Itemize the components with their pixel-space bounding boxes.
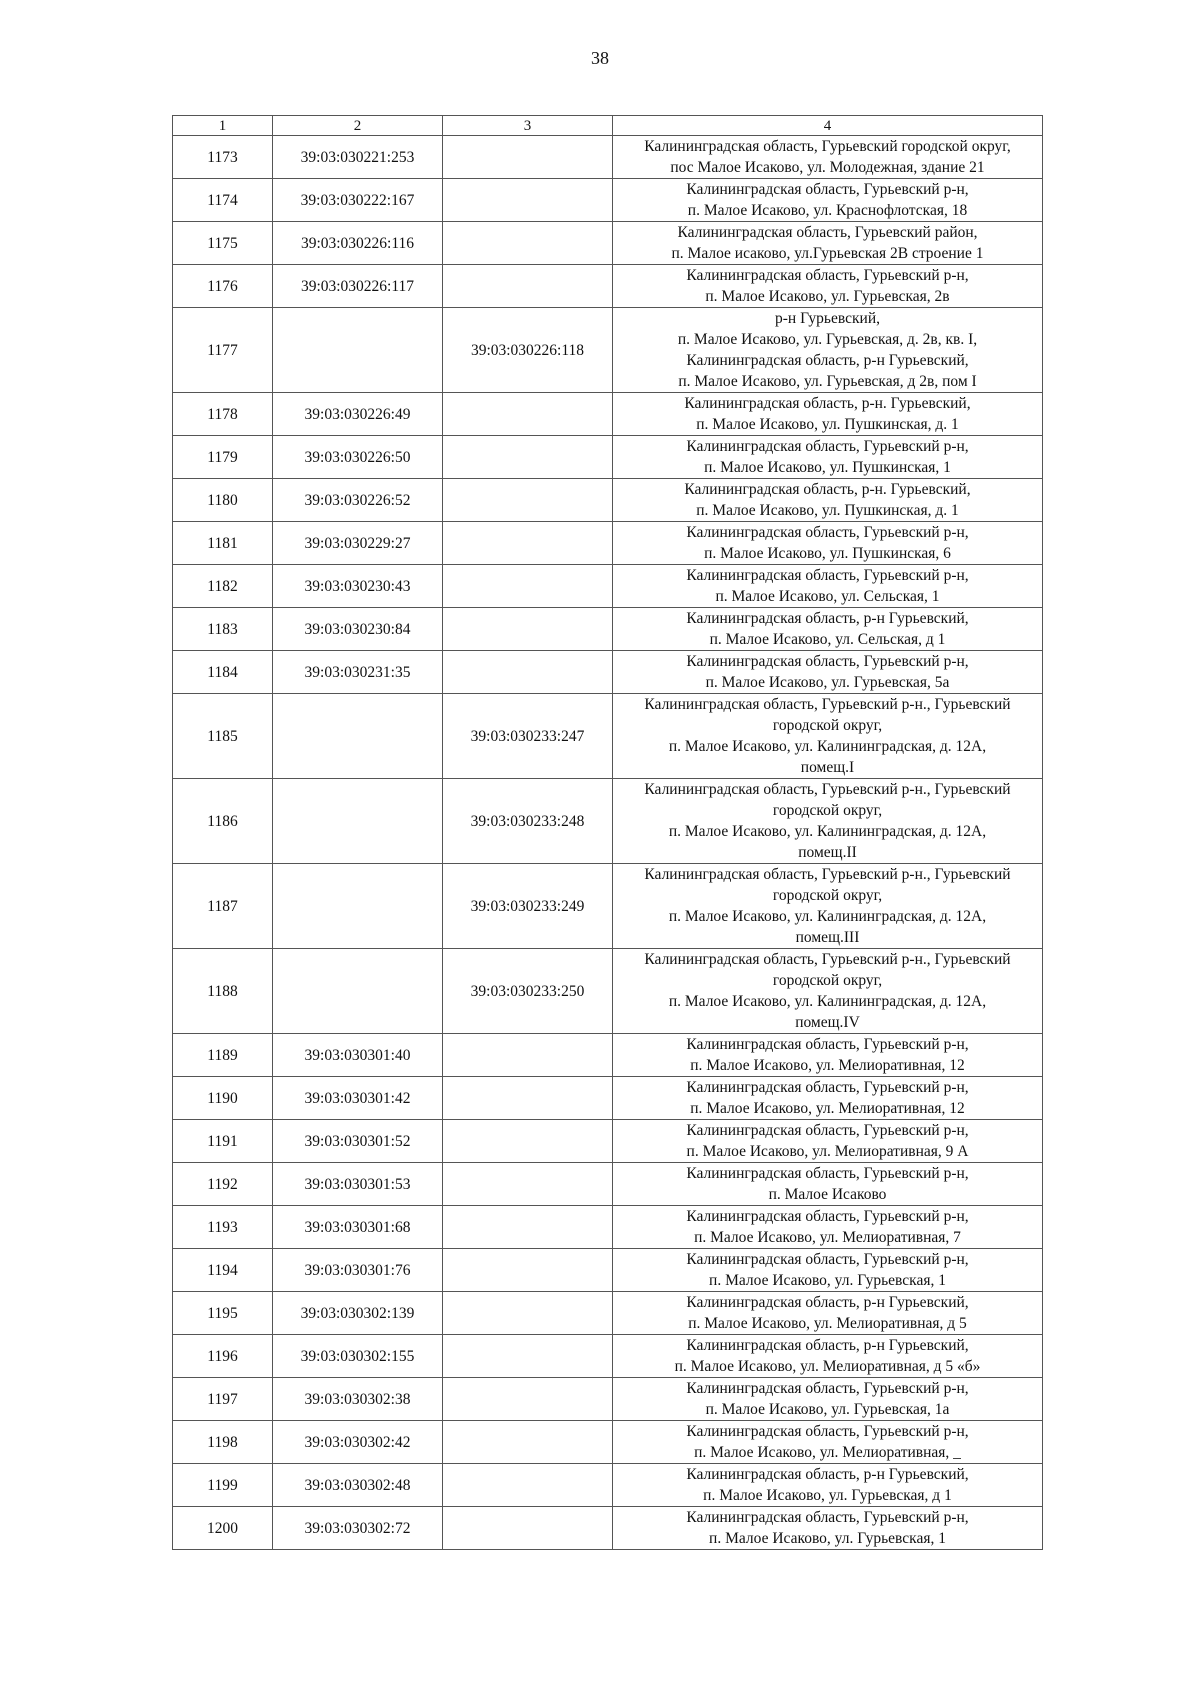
row-number-cell: 1187	[173, 864, 273, 949]
address-cell: Калининградская область, р-н. Гурьевский, п. Малое Исаково, ул. Пушкинская, д. 1	[613, 393, 1043, 436]
premises-number-cell: 39:03:030233:249	[443, 864, 613, 949]
address-cell: Калининградская область, Гурьевский р-н, п. Малое Исаково, ул. Пушкинская, 1	[613, 436, 1043, 479]
premises-number-cell	[443, 1464, 613, 1507]
premises-number-cell	[443, 1335, 613, 1378]
table-row	[173, 136, 1043, 179]
table-row	[173, 1249, 1043, 1292]
parcel-number-cell: 39:03:030226:116	[273, 222, 443, 265]
parcel-number-cell: 39:03:030226:52	[273, 479, 443, 522]
row-number-cell: 1182	[173, 565, 273, 608]
parcel-number-cell	[273, 694, 443, 779]
address-cell: Калининградская область, Гурьевский городской округ, пос Малое Исаково, ул. Молодежная, здание 21	[613, 136, 1043, 179]
premises-number-cell: 39:03:030233:250	[443, 949, 613, 1034]
parcel-number-cell: 39:03:030231:35	[273, 651, 443, 694]
table-row	[173, 393, 1043, 436]
parcel-number-cell: 39:03:030301:53	[273, 1163, 443, 1206]
premises-number-cell	[443, 1163, 613, 1206]
row-number-cell: 1197	[173, 1378, 273, 1421]
table-row	[173, 1077, 1043, 1120]
premises-number-cell	[443, 1206, 613, 1249]
address-cell: Калининградская область, Гурьевский р-н., Гурьевский городской округ, п. Малое Исаково, ул. Калининградская, д. 12А, помещ.II	[613, 779, 1043, 864]
table-row	[173, 265, 1043, 308]
premises-number-cell	[443, 1292, 613, 1335]
row-number-cell: 1183	[173, 608, 273, 651]
address-cell: Калининградская область, Гурьевский р-н, п. Малое Исаково, ул. Мелиоративная, 12	[613, 1077, 1043, 1120]
page-number: 38	[591, 48, 609, 68]
row-number-cell: 1181	[173, 522, 273, 565]
address-cell: Калининградская область, Гурьевский р-н, п. Малое Исаково, ул. Сельская, 1	[613, 565, 1043, 608]
address-cell: Калининградская область, Гурьевский р-н, п. Малое Исаково, ул. Мелиоративная, 7	[613, 1206, 1043, 1249]
table-row	[173, 1378, 1043, 1421]
header-row	[173, 116, 1043, 136]
premises-number-cell	[443, 179, 613, 222]
table-row	[173, 1206, 1043, 1249]
premises-number-cell: 39:03:030233:247	[443, 694, 613, 779]
row-number-cell: 1179	[173, 436, 273, 479]
parcel-number-cell: 39:03:030302:72	[273, 1507, 443, 1550]
table-row	[173, 779, 1043, 864]
table-row	[173, 1507, 1043, 1550]
row-number-cell: 1189	[173, 1034, 273, 1077]
premises-number-cell	[443, 651, 613, 694]
parcel-number-cell: 39:03:030302:155	[273, 1335, 443, 1378]
row-number-cell: 1185	[173, 694, 273, 779]
table-row	[173, 1421, 1043, 1464]
parcel-number-cell: 39:03:030221:253	[273, 136, 443, 179]
table-row	[173, 1120, 1043, 1163]
parcel-number-cell: 39:03:030302:42	[273, 1421, 443, 1464]
table-row	[173, 565, 1043, 608]
column-header: 1	[173, 116, 273, 136]
parcel-number-cell: 39:03:030226:117	[273, 265, 443, 308]
address-cell: Калининградская область, Гурьевский р-н, п. Малое Исаково, ул. Гурьевская, 1	[613, 1507, 1043, 1550]
address-cell: Калининградская область, Гурьевский р-н., Гурьевский городской округ, п. Малое Исаково, ул. Калининградская, д. 12А, помещ.IV	[613, 949, 1043, 1034]
row-number-cell: 1184	[173, 651, 273, 694]
address-cell: Калининградская область, Гурьевский р-н., Гурьевский городской округ, п. Малое Исаково, ул. Калининградская, д. 12А, помещ.I	[613, 694, 1043, 779]
row-number-cell: 1194	[173, 1249, 273, 1292]
row-number-cell: 1173	[173, 136, 273, 179]
parcel-number-cell: 39:03:030226:49	[273, 393, 443, 436]
row-number-cell: 1176	[173, 265, 273, 308]
parcel-number-cell	[273, 779, 443, 864]
table-row	[173, 308, 1043, 393]
table-body	[173, 136, 1043, 1550]
table-row	[173, 222, 1043, 265]
premises-number-cell	[443, 479, 613, 522]
table-row	[173, 864, 1043, 949]
table-row	[173, 1034, 1043, 1077]
table-row	[173, 479, 1043, 522]
premises-number-cell	[443, 1378, 613, 1421]
address-cell: Калининградская область, Гурьевский район, п. Малое исаково, ул.Гурьевская 2В строение 1	[613, 222, 1043, 265]
parcel-number-cell: 39:03:030226:50	[273, 436, 443, 479]
row-number-cell: 1200	[173, 1507, 273, 1550]
parcel-number-cell	[273, 864, 443, 949]
premises-number-cell	[443, 436, 613, 479]
parcel-number-cell: 39:03:030301:40	[273, 1034, 443, 1077]
table-row	[173, 1163, 1043, 1206]
table-row	[173, 608, 1043, 651]
premises-number-cell	[443, 608, 613, 651]
address-cell: Калининградская область, р-н Гурьевский, п. Малое Исаково, ул. Мелиоративная, д 5 «б»	[613, 1335, 1043, 1378]
premises-number-cell	[443, 1507, 613, 1550]
column-header: 2	[273, 116, 443, 136]
table-row	[173, 1292, 1043, 1335]
premises-number-cell	[443, 1120, 613, 1163]
row-number-cell: 1191	[173, 1120, 273, 1163]
row-number-cell: 1195	[173, 1292, 273, 1335]
table-header	[173, 116, 1043, 136]
table-row	[173, 949, 1043, 1034]
address-cell: Калининградская область, Гурьевский р-н., Гурьевский городской округ, п. Малое Исаково, ул. Калининградская, д. 12А, помещ.III	[613, 864, 1043, 949]
address-cell: Калининградская область, Гурьевский р-н, п. Малое Исаково, ул. Мелиоративная, 9 А	[613, 1120, 1043, 1163]
parcel-number-cell: 39:03:030301:68	[273, 1206, 443, 1249]
table-row	[173, 651, 1043, 694]
address-cell: Калининградская область, Гурьевский р-н, п. Малое Исаково, ул. Мелиоративная, 12	[613, 1034, 1043, 1077]
premises-number-cell	[443, 265, 613, 308]
row-number-cell: 1186	[173, 779, 273, 864]
premises-number-cell	[443, 1249, 613, 1292]
address-cell: Калининградская область, р-н Гурьевский, п. Малое Исаково, ул. Мелиоративная, д 5	[613, 1292, 1043, 1335]
premises-number-cell	[443, 222, 613, 265]
table-row	[173, 436, 1043, 479]
column-header: 4	[613, 116, 1043, 136]
parcel-number-cell: 39:03:030302:38	[273, 1378, 443, 1421]
address-cell: Калининградская область, Гурьевский р-н, п. Малое Исаково, ул. Гурьевская, 2в	[613, 265, 1043, 308]
row-number-cell: 1199	[173, 1464, 273, 1507]
row-number-cell: 1178	[173, 393, 273, 436]
row-number-cell: 1190	[173, 1077, 273, 1120]
premises-number-cell	[443, 1034, 613, 1077]
parcel-number-cell: 39:03:030301:52	[273, 1120, 443, 1163]
row-number-cell: 1188	[173, 949, 273, 1034]
premises-number-cell	[443, 393, 613, 436]
premises-number-cell	[443, 522, 613, 565]
address-cell: Калининградская область, Гурьевский р-н, п. Малое Исаково, ул. Гурьевская, 5а	[613, 651, 1043, 694]
address-cell: р-н Гурьевский, п. Малое Исаково, ул. Гурьевская, д. 2в, кв. I, Калининградская область, р-н Гурьевский, п. Малое Исаково, ул. Гурьевская, д 2в, пом I	[613, 308, 1043, 393]
address-cell: Калининградская область, р-н Гурьевский, п. Малое Исаково, ул. Сельская, д 1	[613, 608, 1043, 651]
parcel-number-cell: 39:03:030230:84	[273, 608, 443, 651]
property-table	[172, 115, 1043, 1550]
column-header: 3	[443, 116, 613, 136]
row-number-cell: 1192	[173, 1163, 273, 1206]
row-number-cell: 1193	[173, 1206, 273, 1249]
parcel-number-cell: 39:03:030302:139	[273, 1292, 443, 1335]
parcel-number-cell: 39:03:030301:42	[273, 1077, 443, 1120]
address-cell: Калининградская область, Гурьевский р-н, п. Малое Исаково	[613, 1163, 1043, 1206]
parcel-number-cell: 39:03:030229:27	[273, 522, 443, 565]
address-cell: Калининградская область, Гурьевский р-н, п. Малое Исаково, ул. Пушкинская, 6	[613, 522, 1043, 565]
address-cell: Калининградская область, Гурьевский р-н, п. Малое Исаково, ул. Гурьевская, 1а	[613, 1378, 1043, 1421]
table-row	[173, 694, 1043, 779]
premises-number-cell	[443, 136, 613, 179]
table-row	[173, 522, 1043, 565]
row-number-cell: 1175	[173, 222, 273, 265]
premises-number-cell: 39:03:030233:248	[443, 779, 613, 864]
parcel-number-cell: 39:03:030230:43	[273, 565, 443, 608]
premises-number-cell	[443, 1077, 613, 1120]
row-number-cell: 1180	[173, 479, 273, 522]
table-row	[173, 1464, 1043, 1507]
address-cell: Калининградская область, Гурьевский р-н, п. Малое Исаково, ул. Краснофлотская, 18	[613, 179, 1043, 222]
premises-number-cell: 39:03:030226:118	[443, 308, 613, 393]
table-row	[173, 179, 1043, 222]
parcel-number-cell: 39:03:030301:76	[273, 1249, 443, 1292]
row-number-cell: 1196	[173, 1335, 273, 1378]
row-number-cell: 1198	[173, 1421, 273, 1464]
row-number-cell: 1174	[173, 179, 273, 222]
parcel-number-cell: 39:03:030222:167	[273, 179, 443, 222]
parcel-number-cell	[273, 949, 443, 1034]
parcel-number-cell	[273, 308, 443, 393]
premises-number-cell	[443, 565, 613, 608]
parcel-number-cell: 39:03:030302:48	[273, 1464, 443, 1507]
row-number-cell: 1177	[173, 308, 273, 393]
premises-number-cell	[443, 1421, 613, 1464]
address-cell: Калининградская область, р-н. Гурьевский, п. Малое Исаково, ул. Пушкинская, д. 1	[613, 479, 1043, 522]
table-row	[173, 1335, 1043, 1378]
address-cell: Калининградская область, Гурьевский р-н, п. Малое Исаково, ул. Мелиоративная, _	[613, 1421, 1043, 1464]
address-cell: Калининградская область, Гурьевский р-н, п. Малое Исаково, ул. Гурьевская, 1	[613, 1249, 1043, 1292]
address-cell: Калининградская область, р-н Гурьевский, п. Малое Исаково, ул. Гурьевская, д 1	[613, 1464, 1043, 1507]
